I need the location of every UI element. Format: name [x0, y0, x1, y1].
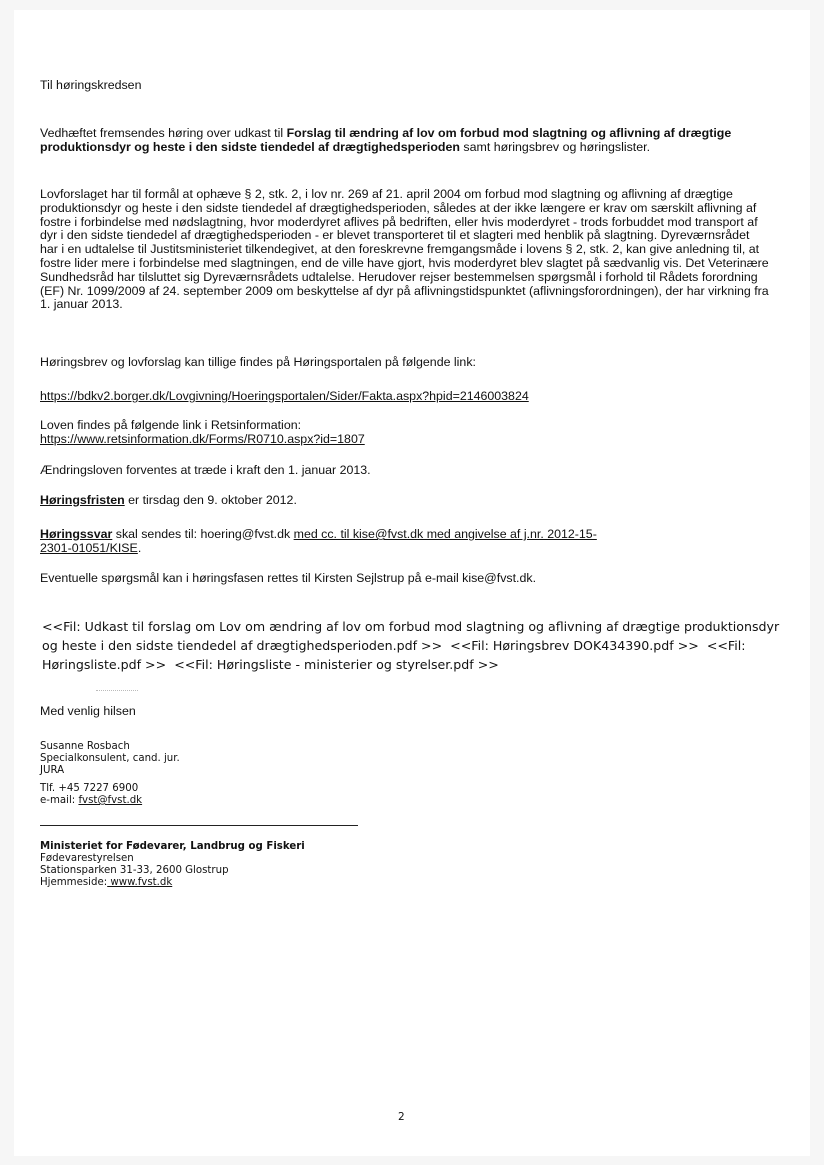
deadline-label: Høringsfristen	[40, 493, 125, 507]
page-number: 2	[398, 1111, 405, 1123]
questions: Eventuelle spørgsmål kan i høringsfasen rettes til Kirsten Sejlstrup på e-mail kise@fvst.dk.	[40, 571, 537, 585]
portal-text: Høringsbrev og lovforslag kan tillige findes på Høringsportalen på følgende link:	[40, 355, 476, 369]
agency-address: Stationsparken 31-33, 2600 Glostrup	[40, 865, 229, 876]
faint-divider	[96, 690, 138, 691]
greeting: Til høringskredsen	[40, 78, 142, 92]
portal-link[interactable]: https://bdkv2.borger.dk/Lovgivning/Hoeringsportalen/Sider/Fakta.aspx?hpid=2146003824	[40, 389, 529, 403]
intro-pre: Vedhæftet fremsendes høring over udkast til	[40, 126, 287, 140]
attachment-hoeringsliste-ministerier[interactable]: <<Fil: Høringsliste - ministerier og styrelser.pdf >>	[174, 657, 499, 672]
bill-title: Forslag til ændring af lov om forbud mod slagtning og aflivning af drægtige produktionsdyr og heste i den sidste tiendedel af drægtighedsperioden	[40, 126, 732, 154]
response-label: Høringssvar	[40, 527, 113, 541]
retsinfo-text: Loven findes på følgende link i Retsinformation:	[40, 418, 302, 432]
signature-name: Susanne Rosbach	[40, 741, 130, 752]
signature-email-line: e-mail: fvst@fvst.dk	[40, 795, 143, 806]
attachment-hoeringsbrev[interactable]: <<Fil: Høringsbrev DOK434390.pdf >>	[450, 638, 699, 653]
signature-email-link[interactable]: fvst@fvst.dk	[78, 795, 143, 806]
response-cc-link[interactable]: med cc. til kise@fvst.dk med angivelse af j.nr. 2012-15-2301-01051/KISE	[40, 527, 597, 555]
signature-divider	[40, 825, 358, 826]
website-link[interactable]: www.fvst.dk	[107, 877, 173, 888]
attachments	[42, 617, 782, 674]
website-line: Hjemmeside: www.fvst.dk	[40, 877, 173, 888]
deadline-text: er tirsdag den 9. oktober 2012.	[124, 493, 297, 507]
effective-date: Ændringsloven forventes at træde i kraft den 1. januar 2013.	[40, 463, 371, 477]
signature-phone: Tlf. +45 7227 6900	[40, 783, 139, 794]
intro-post: samt høringsbrev og høringslister.	[459, 139, 651, 154]
signature-dept: JURA	[40, 765, 65, 776]
agency-name: Fødevarestyrelsen	[40, 853, 134, 864]
portal-link-line	[40, 390, 770, 404]
signature-block	[40, 741, 440, 807]
retsinfo-link-line	[40, 433, 770, 447]
intro-paragraph	[40, 127, 770, 155]
ministry-name: Ministeriet for Fødevarer, Landbrug og Fiskeri	[40, 841, 305, 852]
attachment-hoeringsliste[interactable]: <<Fil: Høringsliste.pdf >>	[42, 638, 746, 672]
purpose-paragraph: Lovforslaget har til formål at ophæve § 2, stk. 2, i lov nr. 269 af 21. april 2004 om forbud mod slagtning og aflivning af drægtige produktionsdyr og heste i den sidste tiendedel af drægtighedsperioden, således at der ikke længere er krav om særskilt aflivning af fostre i forbindelse med nødslagtning, hvor moderdyret aflives på bedriften, eller hvis moderdyret - trods forbuddet mod transport af dyr i den sidste tiendedel af drægtighedsperioden - er blevet transporteret til et slagteri med henblik på slagtning. Dyreværnsrådet har i en udtalelse til Justitsministeriet tilkendegivet, at den foreskrevne fremgangsmåde i lovens § 2, stk. 2, kan give anledning til, at fostre lider mere i forbindelse med slagtningen, end de ville have gjort, hvis moderdyret blev slagtet på sædvanlig vis. Det Veterinære Sundhedsråd har tilsluttet sig Dyreværnsrådets udtalelse. Herudover rejser bestemmelsen spørgsmål i forhold til Rådets forordning (EF) Nr. 1099/2009 af 24. september 2009 om beskyttelse af dyr på aflivningstidspunktet (aflivningsforordningen), der har virkning fra 1. januar 2013.	[40, 187, 769, 312]
attachment-draft[interactable]: <<Fil: Udkast til forslag om Lov om ændring af lov om forbud mod slagtning og aflivning af drægtige produktionsdyr og heste i den sidste tiendedel af drægtighedsperioden.pdf >>	[42, 619, 780, 653]
response-text: skal sendes til: hoering@fvst.dk	[112, 527, 294, 541]
signature-title: Specialkonsulent, cand. jur.	[40, 753, 180, 764]
organization-block	[40, 841, 440, 889]
deadline	[40, 494, 770, 508]
document-page	[14, 10, 810, 1156]
retsinfo-link[interactable]: https://www.retsinformation.dk/Forms/R0710.aspx?id=1807	[40, 432, 365, 446]
closing: Med venlig hilsen	[40, 704, 136, 718]
response-paragraph: Høringssvar skal sendes til: hoering@fvst.dk med cc. til kise@fvst.dk med angivelse af j.nr. 2012-15-2301-01051/KISE.	[40, 527, 597, 555]
